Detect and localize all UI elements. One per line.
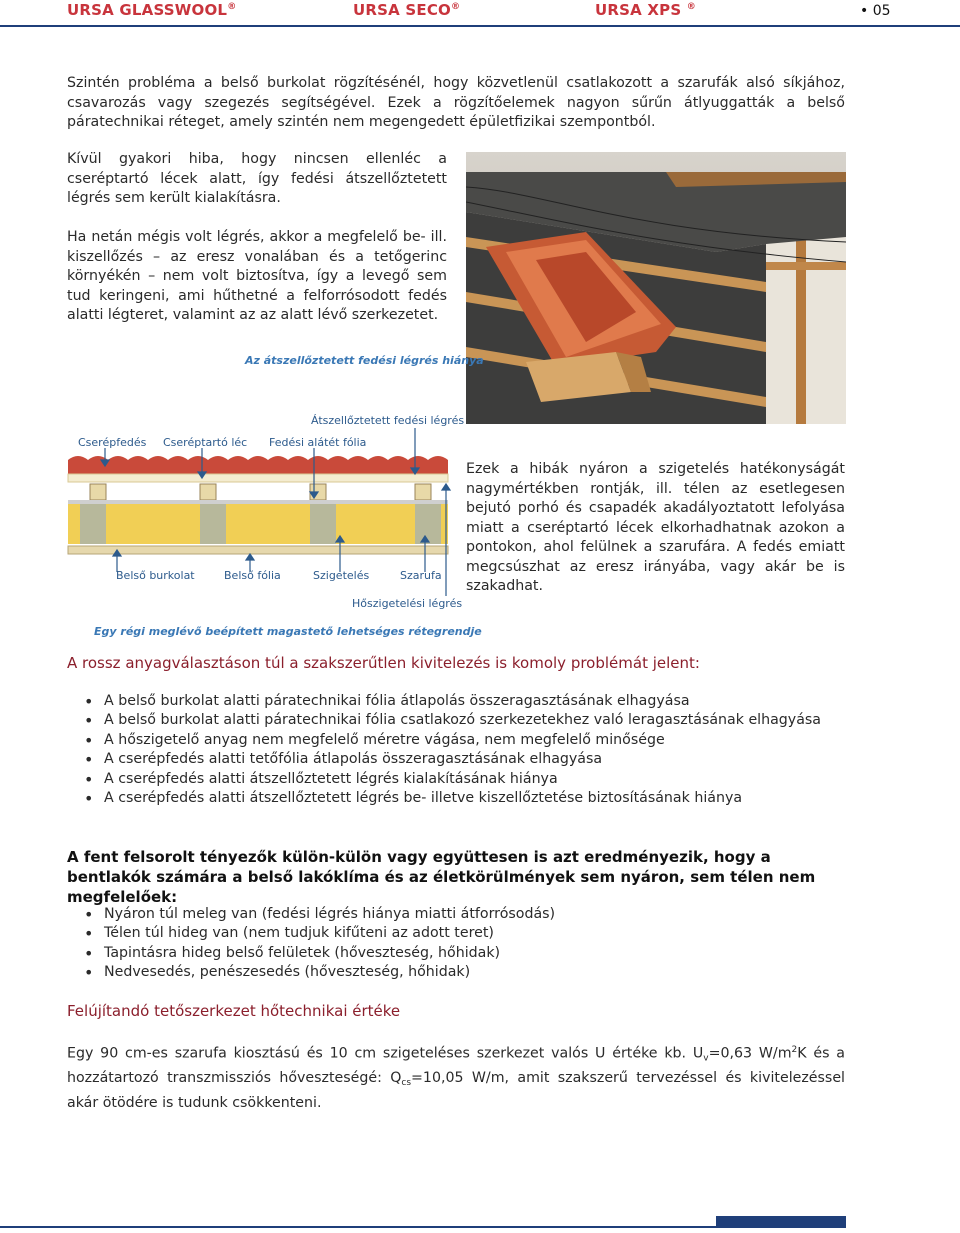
photo-caption: Az átszellőztetett fedési légrés hiánya	[245, 354, 484, 367]
bold-summary: A fent felsorolt tényezők külön-külön vagy együttesen is azt eredményezik, hogy a bentlakók számára a belső lakóklíma és az életkörülmények sem nyáron, sem télen nem megfelelőek:	[67, 848, 816, 906]
label-rafter: Szarufa	[400, 569, 442, 582]
reg-mark: ®	[227, 2, 237, 12]
paragraph-consequences: Ezek a hibák nyáron a szigetelés hatékonyságát nagymértékben rontják, ill. télen az esetlegesen bejutó porhó és csapadék akadályoztatott lefolyása miatt a cseréptartó lécek elkorhadhatnak azokon a pontokon, ahol felülnek a szarufára. A fedés emiatt megcsúszhat az eresz irányába, vagy akár be is szakadhat.	[466, 461, 845, 594]
footer-divider	[0, 1226, 846, 1228]
list-item: • Tapintásra hideg belső felületek (hőveszteség, hőhidak)	[67, 944, 847, 963]
subscript-v: v	[703, 1053, 709, 1064]
label-inner-lining: Belső burkolat	[116, 569, 195, 582]
label-inner-foil: Belső fólia	[224, 569, 281, 582]
page-number: • 05	[860, 3, 891, 19]
label-tile-roofing: Cserépfedés	[78, 436, 147, 449]
list-item: • A cserépfedés alatti tetőfólia átlapolás összeragasztásának elhagyása	[67, 750, 847, 769]
paragraph-u-value	[67, 1041, 845, 1113]
final-text-b: =0,63 W/m	[708, 1045, 792, 1062]
list-workmanship-errors	[67, 692, 847, 808]
page-header	[0, 0, 960, 26]
list-item: • A cserépfedés alatti átszellőztetett légrés kialakításának hiánya	[67, 770, 847, 789]
brand-seco	[353, 1, 460, 19]
diagram-caption: Egy régi meglévő beépített magastető lehetséges rétegrendje	[94, 625, 482, 638]
paragraph-missing-batten: Kívül gyakori hiba, hogy nincsen ellenléc a cseréptartó lécek alatt, így fedési átszellőztetett légrés sem került kialakításra.	[67, 151, 447, 206]
superscript-2: 2	[791, 1045, 798, 1055]
label-insulation: Szigetelés	[313, 569, 370, 582]
subscript-cs: cs	[401, 1078, 412, 1089]
final-text-d: =10,05 W/m, amit szakszerű tervezéssel és kivitelezéssel akár ötödére is tudunk csökkenteni.	[67, 1070, 845, 1111]
brand-glasswool-text: URSA GLASSWOOL	[67, 1, 228, 19]
roof-photo	[466, 152, 846, 424]
list-consequences	[67, 905, 847, 983]
subheading-thermal-value: Felújítandó tetőszerkezet hőtechnikai értéke	[67, 1002, 401, 1020]
label-underlay-foil: Fedési alátét fólia	[269, 436, 367, 449]
reg-mark: ®	[450, 2, 461, 12]
label-insulation-gap: Hőszigetelési légrés	[352, 597, 463, 610]
list-item: • A cserépfedés alatti átszellőztetett légrés be- illetve kiszellőztetése biztosításának hiánya	[67, 789, 847, 808]
list-item: • Nyáron túl meleg van (fedési légrés hiánya miatti átforrósodás)	[67, 905, 847, 924]
paragraph-ventilation: Ha netán mégis volt légrés, akkor a megfelelő be- ill. kiszellőzés – az eresz vonalában és a tetőgerinc környékén – nem volt biztosítva, így a levegő sem tud keringeni, ami hűthetné a felforrósodott fedés alatti légteret, valamint az az alatt lévő szerkezetet.	[67, 229, 447, 323]
list-item: • A hőszigetelő anyag nem megfelelő méretre vágása, nem megfelelő minősége	[67, 731, 847, 750]
label-ventilated-gap: Átszellőztetett fedési légrés	[311, 414, 465, 427]
brand-seco-text: URSA SECO	[353, 1, 451, 19]
list-item: • A belső burkolat alatti páratechnikai fólia csatlakozó szerkezetekhez való leragasztásának elhagyása	[67, 711, 847, 730]
roof-photo-illustration	[466, 152, 846, 424]
list-item: • Nedvesedés, penészesedés (hőveszteség, hőhidak)	[67, 963, 847, 982]
list-item: • Télen túl hideg van (nem tudjuk kifűteni az adott teret)	[67, 924, 847, 943]
brand-xps-text: URSA XPS	[595, 1, 682, 19]
brand-xps	[595, 1, 696, 19]
label-tile-batten: Cseréptartó léc	[163, 436, 248, 449]
list-item: • A belső burkolat alatti páratechnikai fólia átlapolás összeragasztásának elhagyása	[67, 692, 847, 711]
reg-mark: ®	[686, 2, 696, 12]
subheading-workmanship: A rossz anyagválasztáson túl a szakszerűtlen kivitelezés is komoly problémát jelent:	[67, 654, 700, 672]
header-divider	[0, 25, 960, 27]
brand-glasswool	[67, 1, 236, 19]
final-text-a: Egy 90 cm-es szarufa kiosztású és 10 cm szigeteléses szerkezet valós U értéke kb. U	[67, 1045, 704, 1062]
final-text-c: K és a hozzátartozó transzmissziós hőveszteségé: Q	[67, 1045, 845, 1087]
intro-paragraph: Szintén probléma a belső burkolat rögzítésénél, hogy közvetlenül csatlakozott a szarufák alsó síkjához, csavarozás vagy szegezés segítségével. Ezek a rögzítőelemek nagyon sűrűn átlyuggatták a belső páratechnikai réteget, amely szintén nem megengedett épületfizikai szempontból.	[67, 75, 845, 130]
